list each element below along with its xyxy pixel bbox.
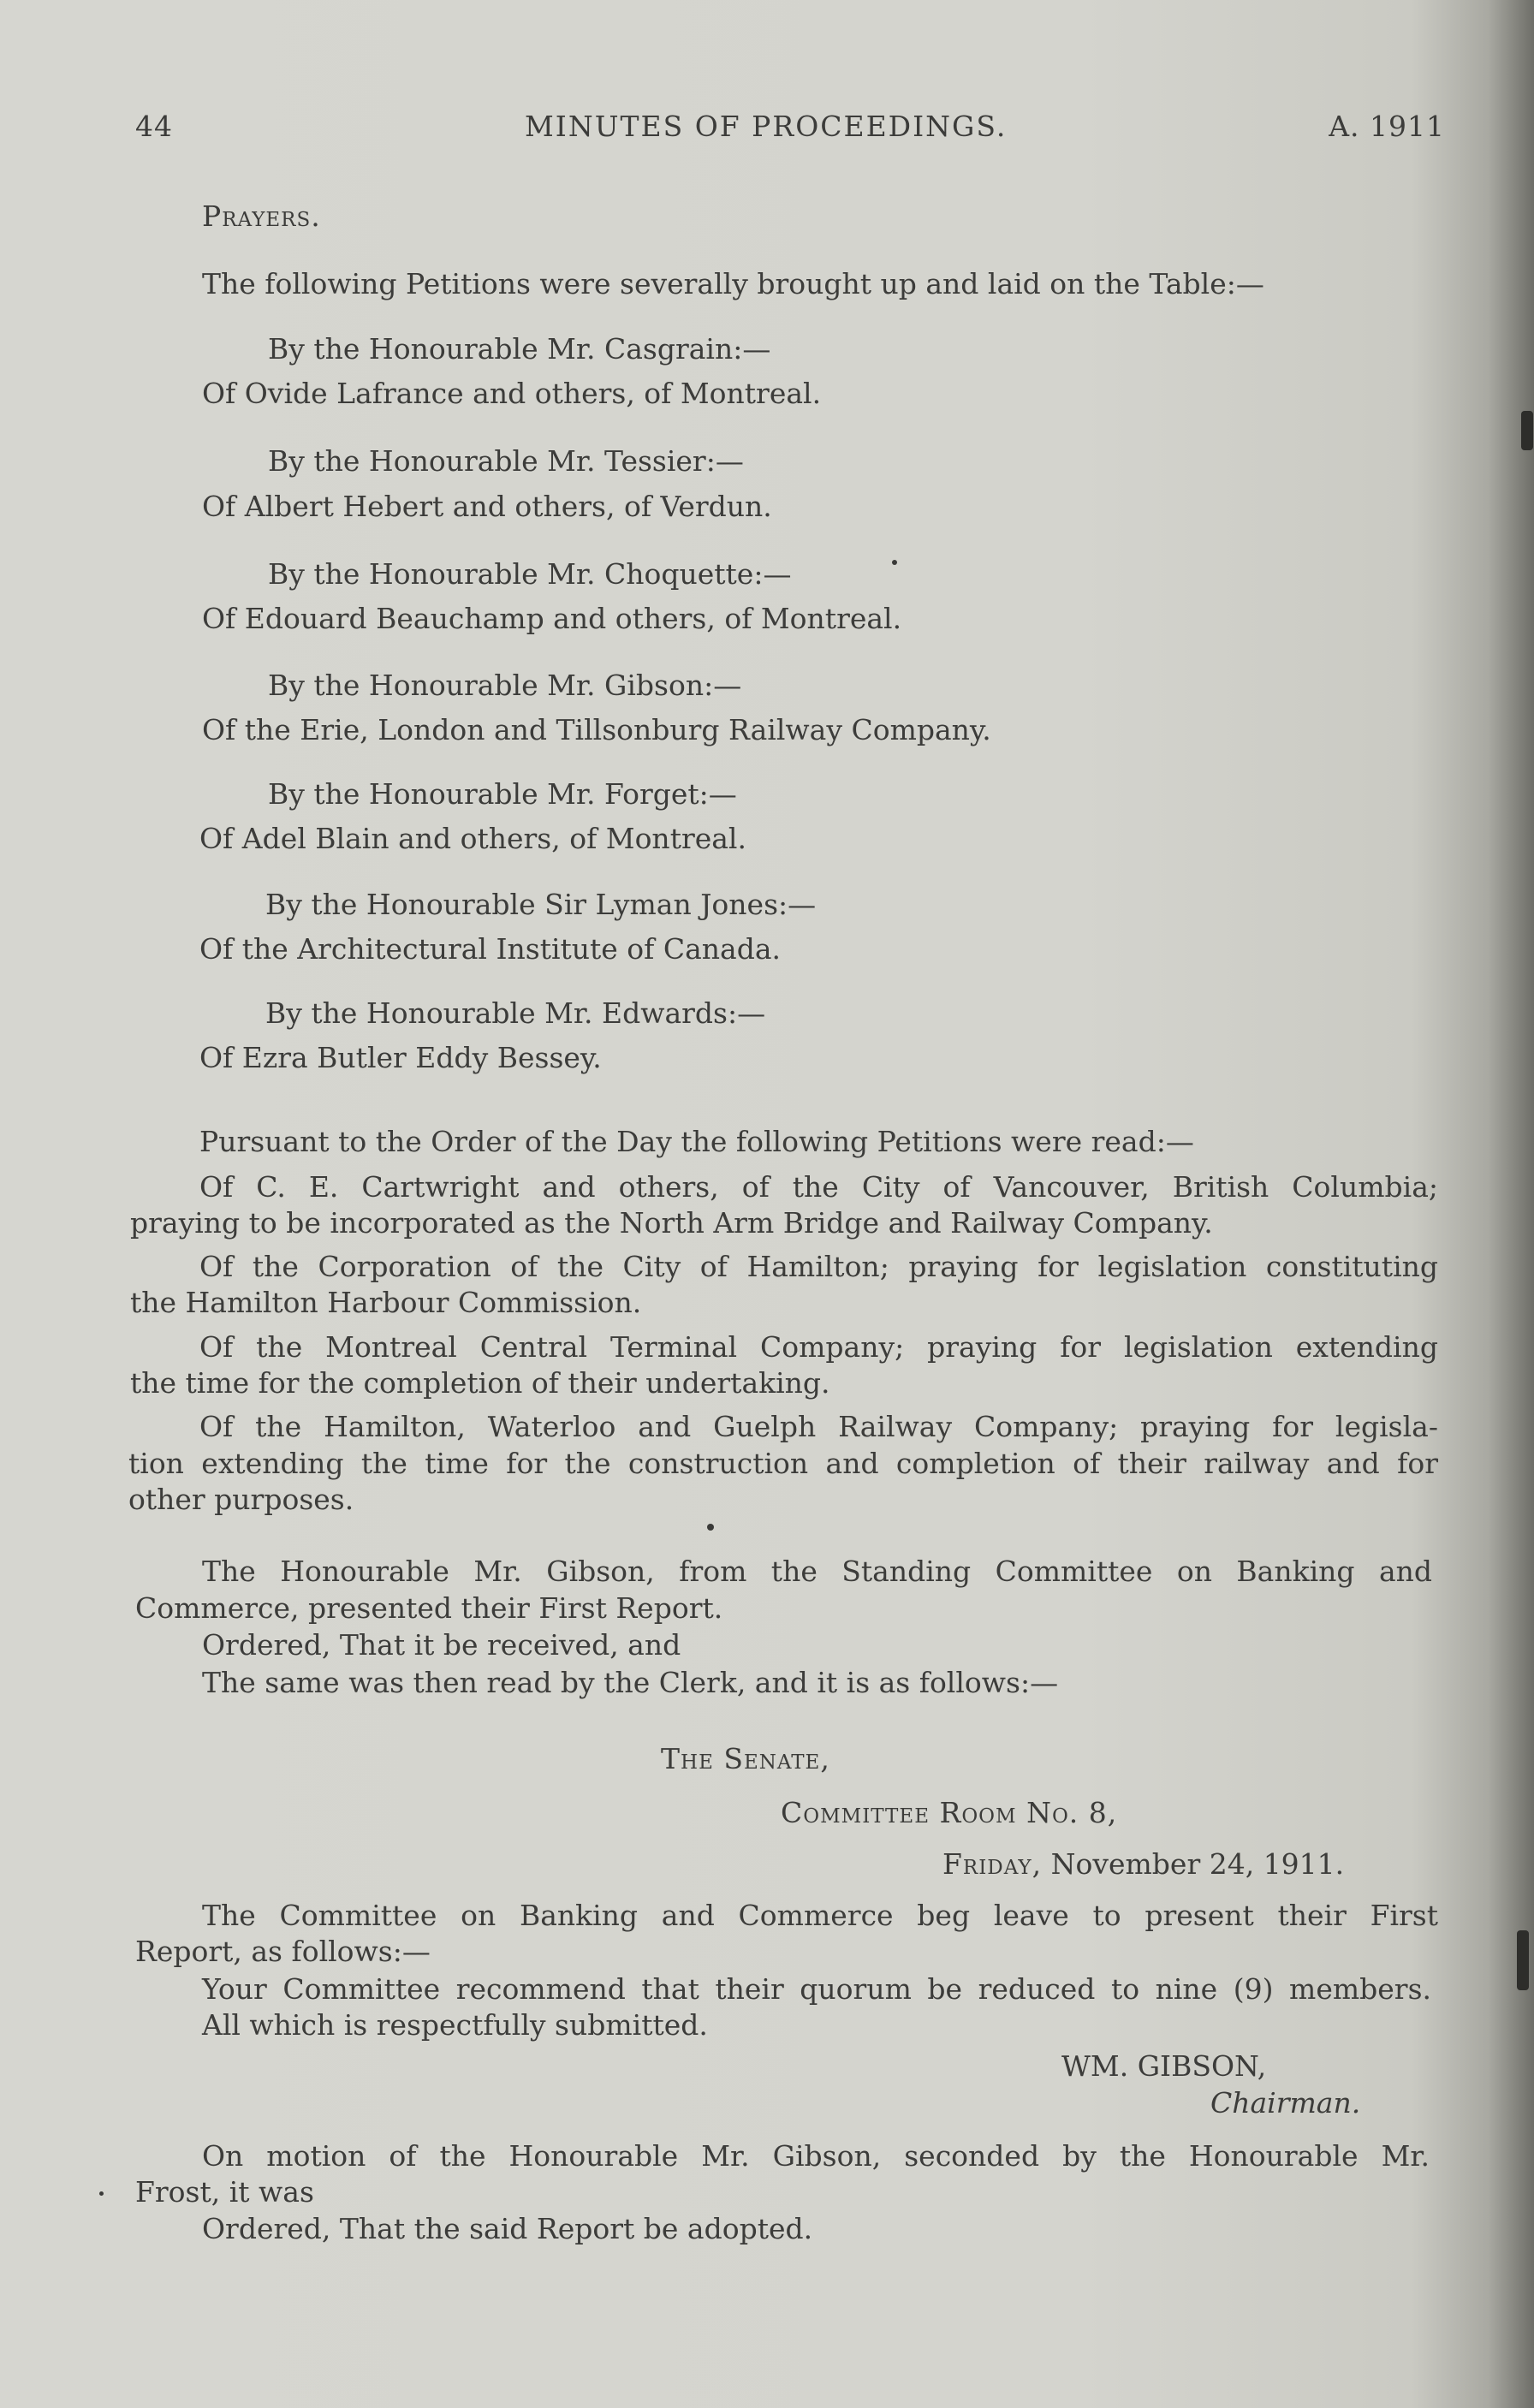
report-intro-line: Commerce, presented their First Report. [135, 1591, 723, 1625]
read-petition-line: Of the Hamilton, Waterloo and Guelph Railway Company; praying for legisla- [199, 1410, 1438, 1443]
read-petition-line: Of the Corporation of the City of Hamilton; praying for legislation constituting [199, 1250, 1438, 1283]
report-intro-line: Ordered, That it be received, and [202, 1628, 681, 1662]
petition-presenter: By the Honourable Mr. Gibson:— [268, 669, 742, 702]
page-edge-mark [1517, 1930, 1529, 1990]
report-intro-line: The same was then read by the Clerk, and it is as follows:— [202, 1666, 1059, 1699]
petition-item: Of Ezra Butler Eddy Bessey. [199, 1041, 602, 1074]
petition-item: Of Albert Hebert and others, of Verdun. [202, 490, 772, 523]
scan-speck [892, 560, 897, 565]
running-header [135, 110, 1445, 149]
session-year: A. 1911 [1329, 110, 1445, 143]
report-date-rest: November 24, 1911. [1050, 1847, 1345, 1881]
report-date-day: Friday, [942, 1847, 1043, 1881]
motion-line: On motion of the Honourable Mr. Gibson, seconded by the Honourable Mr. [202, 2139, 1430, 2173]
order-of-day-intro: Pursuant to the Order of the Day the following Petitions were read:— [199, 1125, 1194, 1158]
report-body-line: The Committee on Banking and Commerce beg leave to present their First [202, 1899, 1438, 1932]
page-edge-mark [1521, 411, 1533, 450]
petition-presenter: By the Honourable Mr. Edwards:— [265, 996, 766, 1030]
petition-item: Of Ovide Lafrance and others, of Montreal. [202, 377, 822, 410]
scan-speck [99, 2191, 104, 2196]
report-intro-line: The Honourable Mr. Gibson, from the Standing Committee on Banking and [202, 1555, 1432, 1588]
report-date [942, 1846, 1344, 1882]
motion-line: Frost, it was [135, 2175, 314, 2209]
prayers-heading: Prayers. [202, 199, 321, 233]
report-submitted-line: All which is respectfully submitted. [202, 2008, 708, 2042]
petition-presenter: By the Honourable Mr. Forget:— [268, 777, 737, 811]
running-title: MINUTES OF PROCEEDINGS. [525, 110, 1008, 143]
report-body-line: Report, as follows:— [135, 1935, 431, 1968]
signature-name: WM. GIBSON, [1061, 2049, 1267, 2083]
read-petition-line: Of C. E. Cartwright and others, of the City of Vancouver, British Columbia; [199, 1170, 1438, 1204]
scan-speck [707, 1524, 714, 1531]
petition-presenter: By the Honourable Mr. Tessier:— [268, 444, 744, 478]
read-petition-line: tion extending the time for the construction and completion of their railway and for [128, 1447, 1438, 1480]
report-addressee: The Senate, [661, 1742, 830, 1775]
petition-item: Of the Architectural Institute of Canada. [199, 932, 782, 966]
read-petition-line: the time for the completion of their undertaking. [130, 1366, 830, 1400]
motion-line: Ordered, That the said Report be adopted. [202, 2212, 813, 2245]
petition-presenter: By the Honourable Mr. Casgrain:— [268, 332, 771, 366]
read-petition-line: Of the Montreal Central Terminal Company; praying for legislation extending [199, 1330, 1438, 1364]
petition-item: Of the Erie, London and Tillsonburg Railway Company. [202, 713, 991, 746]
report-quorum-line: Your Committee recommend that their quorum be reduced to nine (9) members. [202, 1972, 1431, 2006]
petition-presenter: By the Honourable Sir Lyman Jones:— [265, 888, 817, 921]
committee-room: Committee Room No. 8, [781, 1796, 1118, 1829]
read-petition-line: praying to be incorporated as the North Arm Bridge and Railway Company. [130, 1206, 1213, 1240]
read-petition-line: the Hamilton Harbour Commission. [130, 1286, 642, 1319]
petition-item: Of Adel Blain and others, of Montreal. [199, 822, 746, 855]
petition-presenter: By the Honourable Mr. Choquette:— [268, 557, 792, 591]
petition-item: Of Edouard Beauchamp and others, of Montreal. [202, 602, 902, 635]
petitions-intro: The following Petitions were severally brought up and laid on the Table:— [202, 267, 1264, 300]
page-number: 44 [135, 110, 173, 143]
read-petition-line: other purposes. [128, 1483, 354, 1516]
signature-title: Chairman. [1210, 2086, 1361, 2120]
